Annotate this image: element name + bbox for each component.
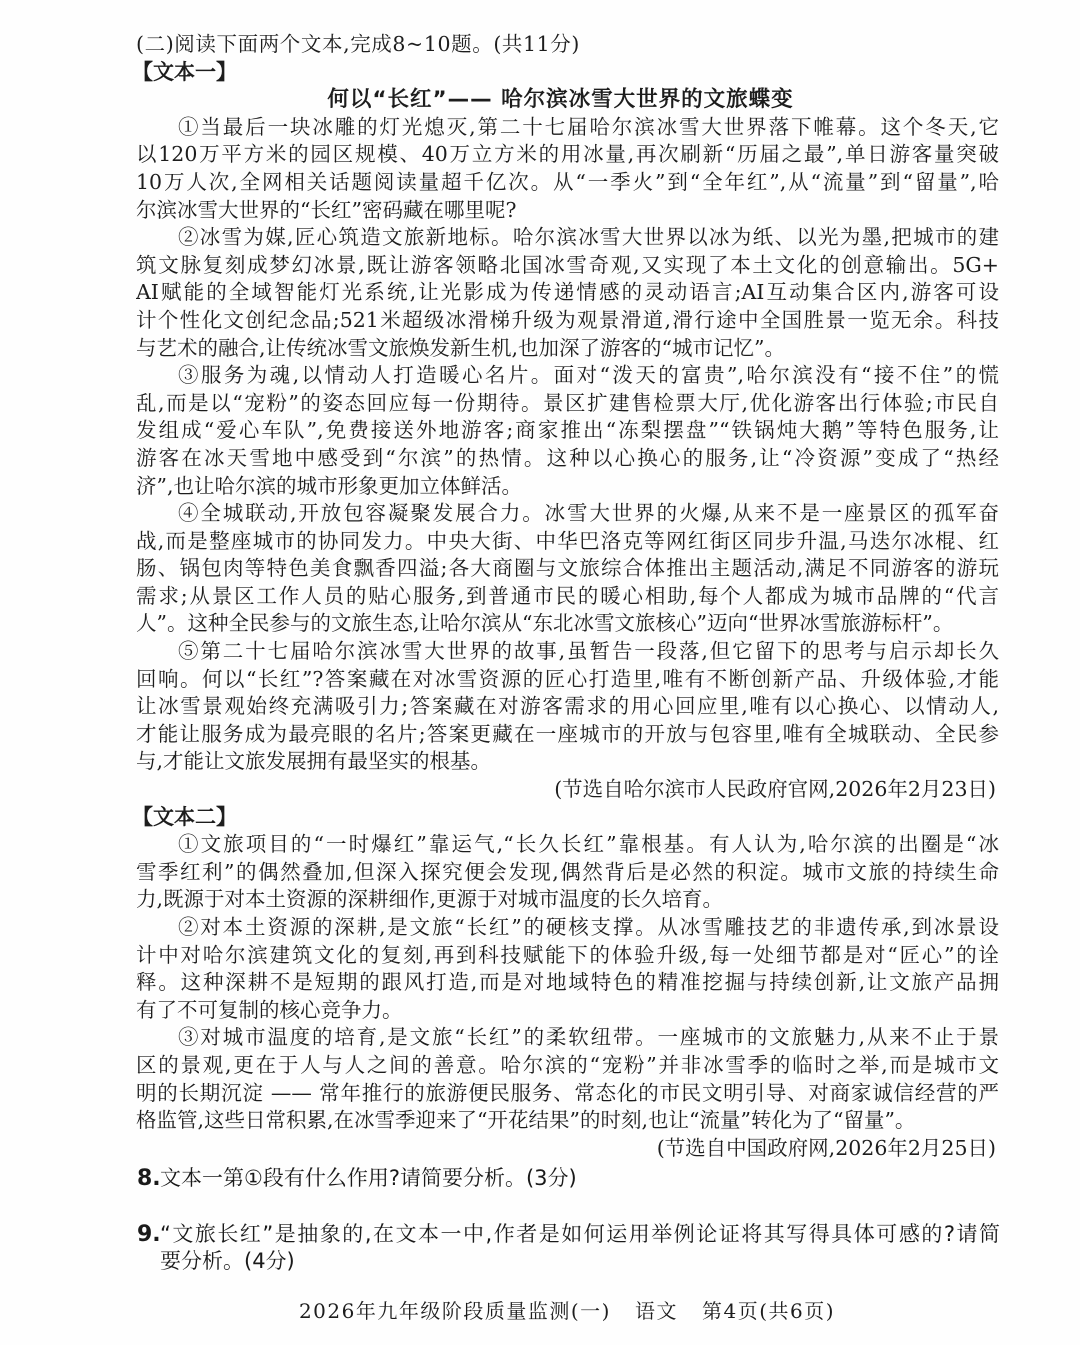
paragraph — [136, 638, 999, 776]
text-line: ⑤第二十七届哈尔滨冰雪大世界的故事,虽暂告一段落,但它留下的思考与启示却长久 — [178, 639, 999, 664]
paragraph — [136, 114, 999, 224]
text-two — [132, 804, 999, 1163]
article-title: 何以“长红”—— 哈尔滨冰雪大世界的文旅蝶变 — [327, 87, 794, 113]
text-one-label: 【文本一】 — [132, 59, 237, 84]
paragraph — [136, 1024, 999, 1134]
text-line: 人”。这种全民参与的文旅生态,让哈尔滨从“东北冰雪文旅核心”迈向“世界冰雪旅游标杆”。 — [136, 611, 954, 636]
question-text: 文本一第①段有什么作用?请简要分析。(3分) — [160, 1166, 577, 1190]
text-line: 游客在冰天雪地中感受到“尔滨”的热情。这种以心换心的服务,让“冷资源”变成了“热经 — [136, 445, 999, 470]
text-line: AI赋能的全域智能灯光系统,让光影成为传递情感的灵动语言;AI互动集合区内,游客可设 — [136, 280, 999, 305]
text-line: ②对本土资源的深耕,是文旅“长红”的硬核支撑。从冰雪雕技艺的非遗传承,到冰景设 — [178, 915, 999, 939]
text-line: 释。这种深耕不是短期的跟风打造,而是对地域特色的精准挖掘与持续创新,让文旅产品拥 — [136, 970, 999, 995]
text-line: ②冰雪为媒,匠心筑造文旅新地标。哈尔滨冰雪大世界以冰为纸、以光为墨,把城市的建 — [178, 225, 999, 250]
source-citation: (节选自中国政府网,2026年2月25日) — [656, 1135, 996, 1160]
text-one — [132, 59, 999, 804]
text-line: 与艺术的融合,让传统冰雪文旅焕发新生机,也加深了游客的“城市记忆”。 — [136, 335, 785, 360]
text-line: 发组成“爱心车队”,免费接送外地游客;商家推出“冻梨摆盘”“铁锅炖大鹅”等特色服务,让 — [136, 418, 999, 443]
source-citation: (节选自哈尔滨市人民政府官网,2026年2月23日) — [554, 777, 996, 802]
paragraph — [136, 500, 999, 638]
text-line: ①当最后一块冰雕的灯光熄灭,第二十七届哈尔滨冰雪大世界落下帷幕。这个冬天,它 — [178, 114, 999, 139]
reading-section — [132, 31, 999, 1162]
text-line: 10万人次,全网相关话题阅读量超千亿次。从“一季火”到“全年红”,从“流量”到“留量”,哈 — [136, 169, 999, 194]
text-line: 战,而是整座城市的协同发力。中央大街、中华巴洛克等网红街区同步升温,马迭尔冰棍、红 — [136, 528, 999, 553]
text-line: ③服务为魂,以情动人打造暖心名片。面对“泼天的富贵”,哈尔滨没有“接不住”的慌 — [178, 363, 999, 388]
text-line: 尔滨冰雪大世界的“长红”密码藏在哪里呢? — [136, 197, 517, 222]
question-number: 9. — [137, 1222, 161, 1247]
question-text: 要分析。(4分) — [160, 1249, 295, 1273]
question-9 — [137, 1221, 1000, 1275]
paragraph — [136, 914, 999, 1024]
text-line: 需求;从景区工作人员的贴心服务,到普通市民的暖心相助,每个人都成为城市品牌的“代言 — [136, 583, 999, 608]
text-line: 以120万平方米的园区规模、40万立方米的用冰量,再次刷新“历届之最”,单日游客量突破 — [136, 142, 999, 167]
text-line: ①文旅项目的“一时爆红”靠运气,“长久长红”靠根基。有人认为,哈尔滨的出圈是“冰 — [178, 832, 999, 857]
text-line: 明的长期沉淀 —— 常年推行的旅游便民服务、常态化的市民文明引导、对商家诚信经营的严 — [136, 1080, 999, 1105]
text-line: 乱,而是以“宠粉”的姿态回应每一份期待。景区扩建售检票大厅,优化游客出行体验;市民自 — [136, 390, 999, 415]
question-8 — [137, 1165, 1000, 1192]
text-line: 筑文脉复刻成梦幻冰景,既让游客领略北国冰雪奇观,又实现了本土文化的创意输出。5G+ — [136, 252, 999, 277]
text-line: 让冰雪景观始终充满吸引力;答案藏在对游客需求的用心回应里,唯有以心换心、以情动人, — [136, 694, 999, 719]
text-line: 济”,也让哈尔滨的城市形象更加立体鲜活。 — [136, 473, 522, 498]
text-line: 力,既源于对本土资源的深耕细作,更源于对城市温度的长久培育。 — [136, 887, 724, 912]
footer-subject: 语文 — [634, 1299, 678, 1323]
text-line: 与,才能让文旅发展拥有最坚实的根基。 — [136, 749, 492, 774]
text-line: 有了不可复制的核心竞争力。 — [136, 997, 403, 1022]
footer-exam-name: 2026年九年级阶段质量监测(一) — [298, 1299, 611, 1323]
text-line: 才能让服务成为最亮眼的名片;答案更藏在一座城市的开放与包容里,唯有全城联动、全民参 — [136, 721, 999, 746]
paragraph — [136, 224, 999, 362]
section-header: (二)阅读下面两个文本,完成8~10题。(共11分) — [136, 32, 580, 56]
paragraph — [136, 831, 999, 914]
paragraph — [136, 362, 999, 500]
text-line: 肠、锅包肉等特色美食飘香四溢;各大商圈与文旅综合体推出主题活动,满足不同游客的游玩 — [136, 556, 999, 581]
text-line: 计中对哈尔滨建筑文化的复刻,再到科技赋能下的体验升级,每一处细节都是对“匠心”的诠 — [136, 942, 999, 967]
text-line: 回响。何以“长红”?答案藏在对冰雪资源的匠心打造里,唯有不断创新产品、升级体验,才能 — [136, 666, 999, 691]
question-number: 8. — [137, 1166, 161, 1191]
text-line: ③对城市温度的培育,是文旅“长红”的柔软纽带。一座城市的文旅魅力,从来不止于景 — [178, 1025, 999, 1050]
page-footer — [0, 1297, 1080, 1325]
text-line: 格监管,这些日常积累,在冰雪季迎来了“开花结果”的时刻,也让“流量”转化为了“留量”。 — [136, 1108, 916, 1133]
question-text: “文旅长红”是抽象的,在文本一中,作者是如何运用举例论证将其写得具体可感的?请简 — [160, 1222, 1000, 1246]
footer-page-number: 第4页(共6页) — [701, 1299, 836, 1323]
text-line: 雪季红利”的偶然叠加,但深入探究便会发现,偶然背后是必然的积淀。城市文旅的持续生命 — [136, 859, 999, 884]
text-line: 计个性化文创纪念品;521米超级冰滑梯升级为观景滑道,滑行途中全国胜景一览无余。科技 — [136, 307, 999, 332]
text-two-label: 【文本二】 — [132, 804, 237, 829]
text-line: ④全城联动,开放包容凝聚发展合力。冰雪大世界的火爆,从来不是一座景区的孤军奋 — [178, 501, 999, 526]
text-line: 区的景观,更在于人与人之间的善意。哈尔滨的“宠粉”并非冰雪季的临时之举,而是城市文 — [136, 1052, 999, 1077]
